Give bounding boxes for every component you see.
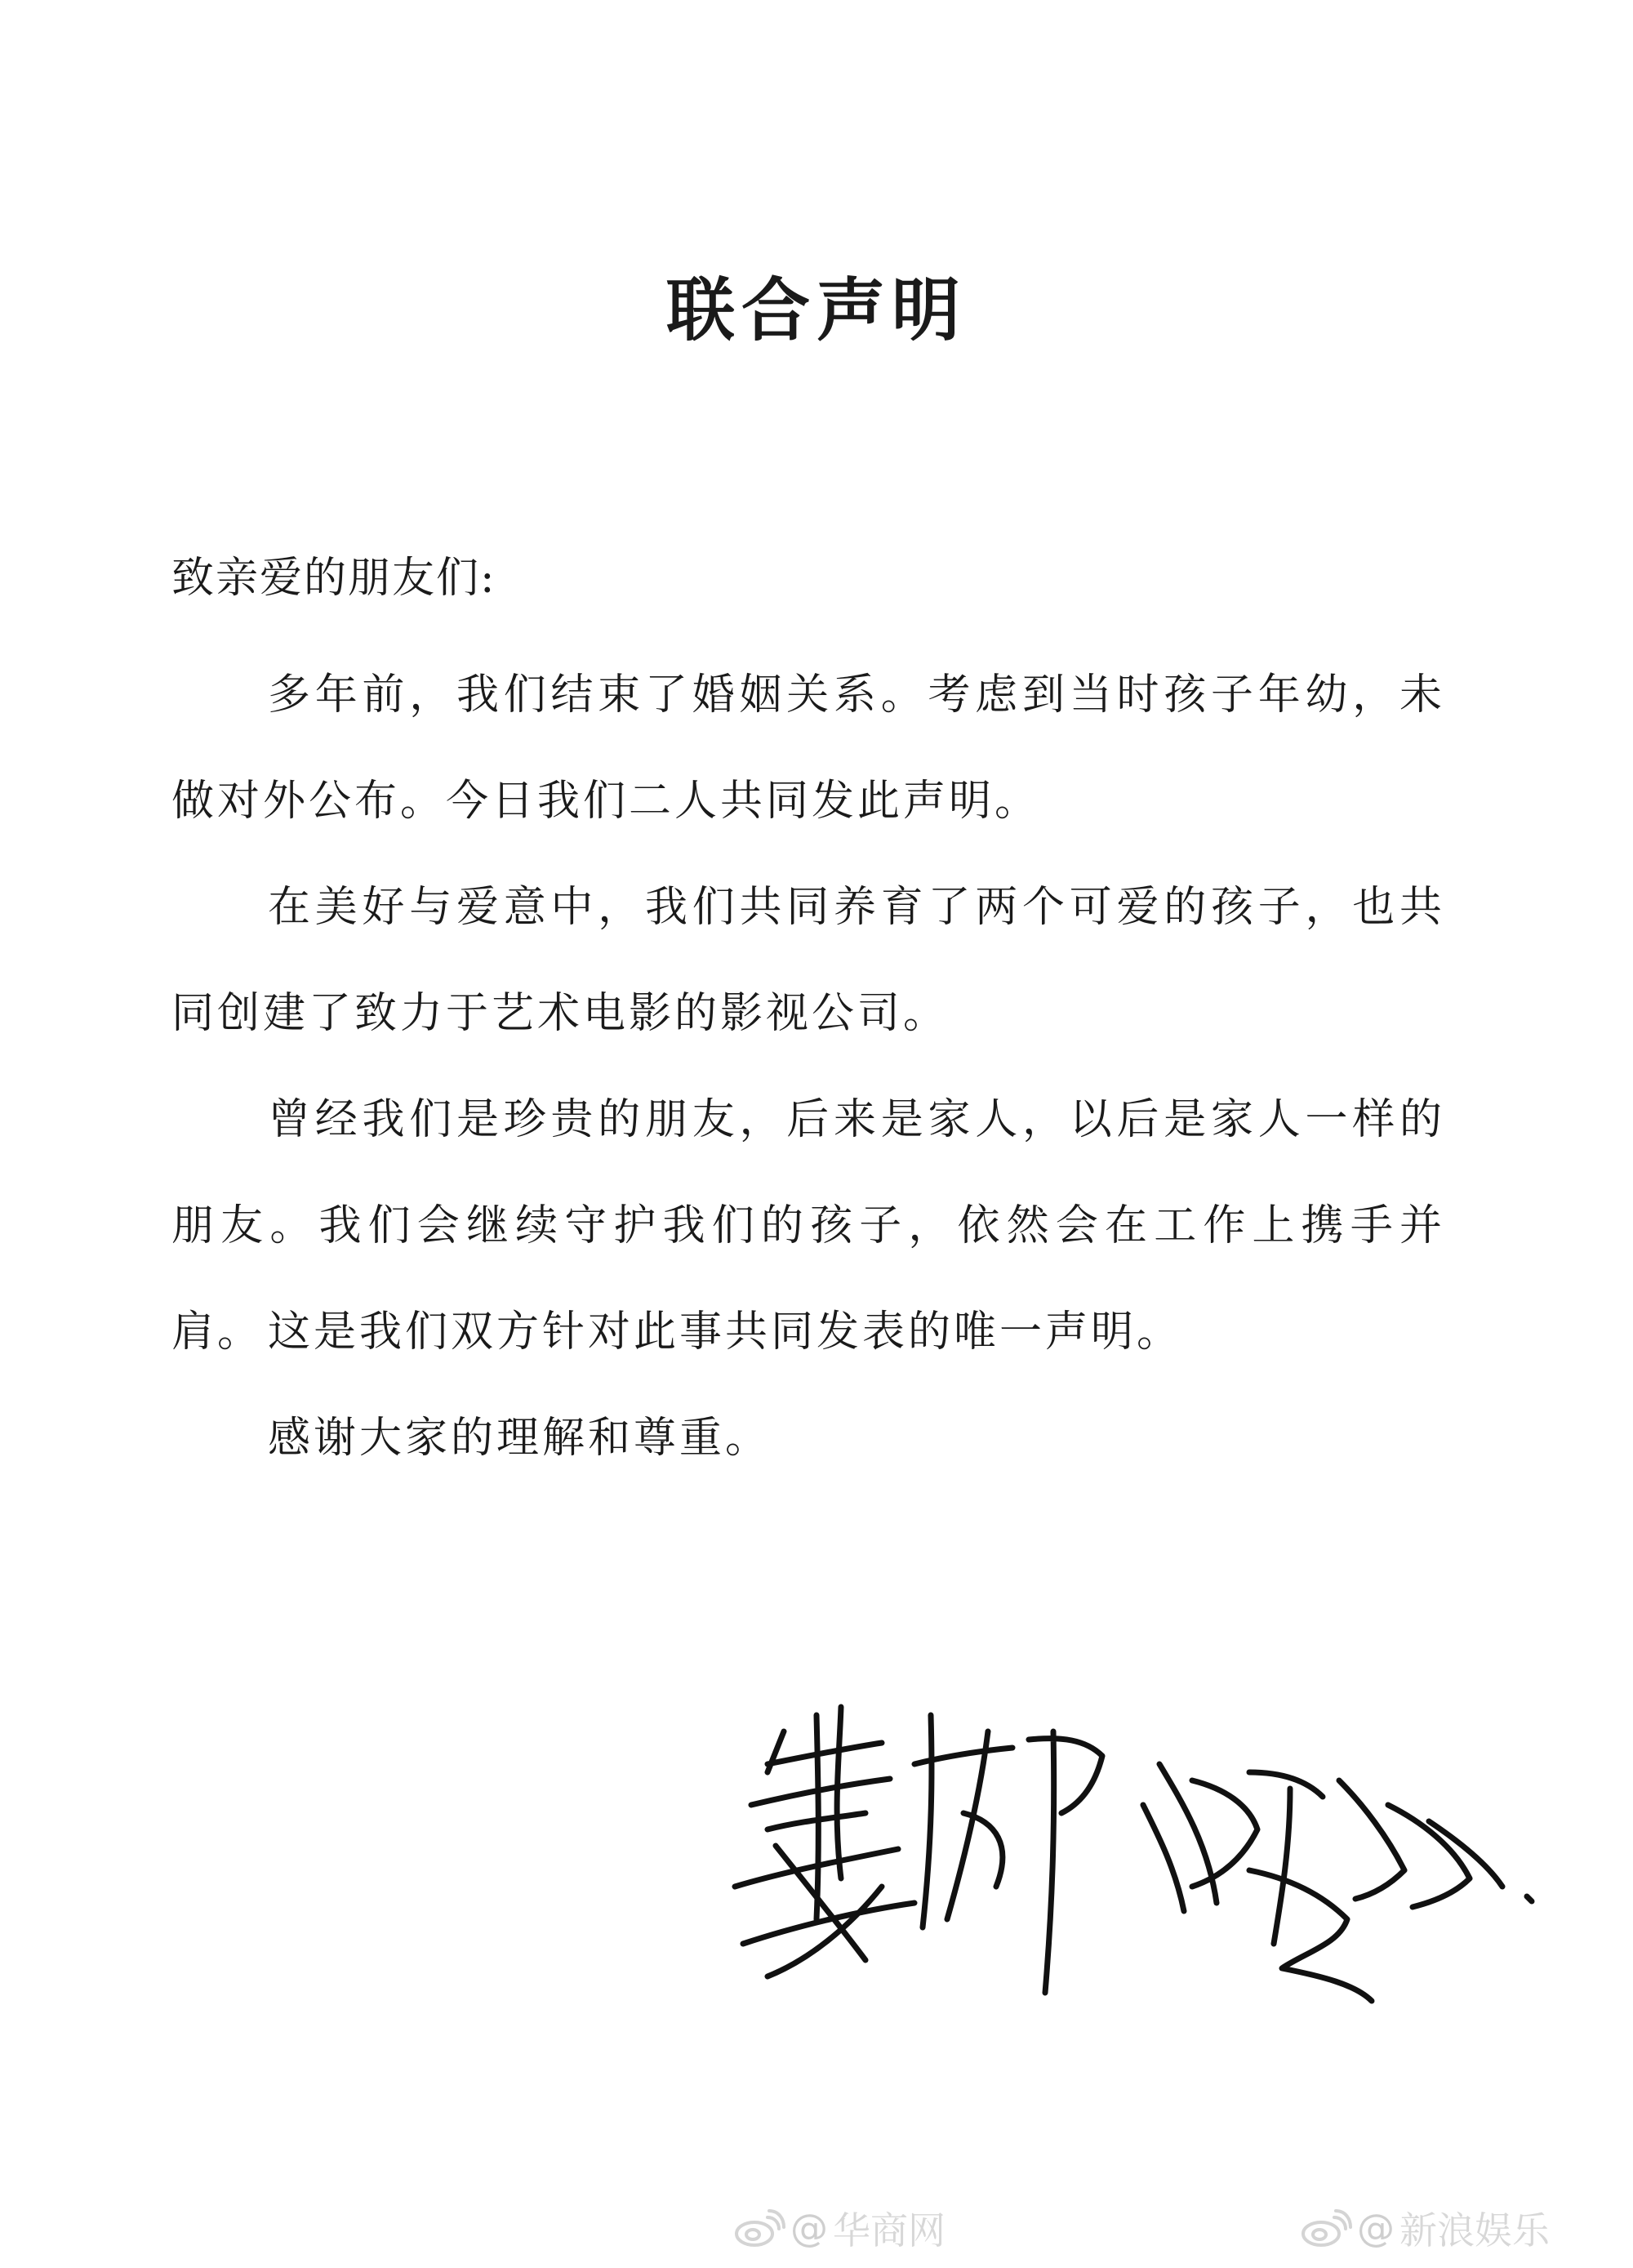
watermark-huashang (732, 2205, 946, 2251)
paragraph-2: 在美好与爱意中，我们共同养育了两个可爱的孩子，也共同创建了致力于艺术电影的影视公司。 (171, 883, 1445, 1038)
paragraph-3: 曾经我们是珍贵的朋友，后来是家人，以后是家人一样的朋友。我们会继续守护我们的孩子，依然会在工作上携手并肩。 (171, 1095, 1445, 1357)
paragraph-5: 感谢大家的理解和尊重。 (268, 1414, 772, 1463)
paragraph-1: 多年前，我们结束了婚姻关系。考虑到当时孩子年幼，未做对外公布。今日我们二人共同发此声明。 (171, 671, 1445, 826)
watermark-text: 新浪娱乐 (1399, 2208, 1550, 2252)
signature-2 (1143, 1764, 1532, 2001)
signature-1 (735, 1707, 1102, 1993)
salutation: 致亲爱的朋友们: (171, 554, 496, 603)
weibo-icon (1298, 2208, 1352, 2248)
watermark-at-sign: @ (790, 2206, 828, 2250)
watermark-sina-ent (1298, 2205, 1550, 2251)
watermark-text: 华商网 (833, 2208, 946, 2252)
paragraph-4: 这是我们双方针对此事共同发表的唯一声明。 (268, 1308, 1183, 1357)
weibo-icon (732, 2208, 785, 2248)
handwritten-signatures (719, 1682, 1551, 2025)
watermark-at-sign: @ (1357, 2206, 1395, 2250)
document-title: 联合声明 (665, 270, 967, 350)
